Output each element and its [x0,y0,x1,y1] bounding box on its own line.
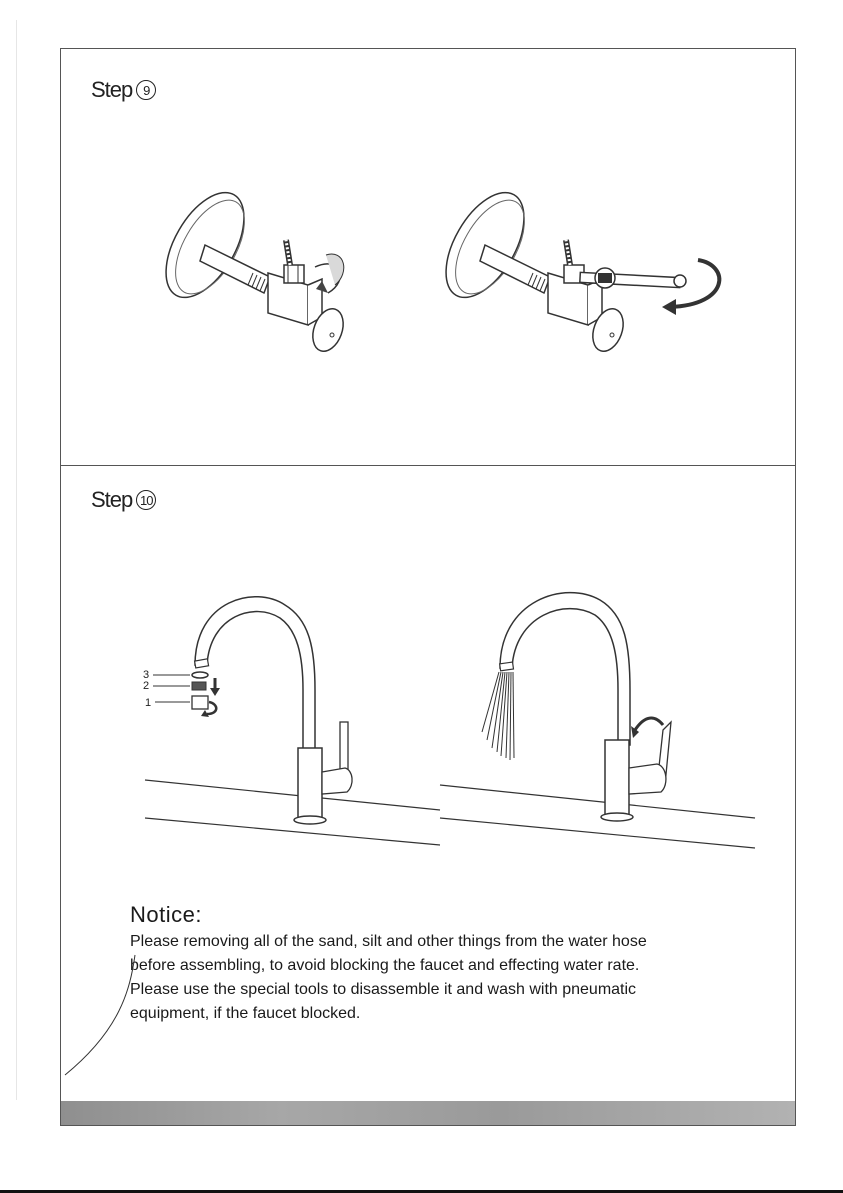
callout-3: 3 [143,669,150,681]
step-10-word: Step [91,487,133,512]
step-10-number: 10 [136,490,156,510]
step-9-number: 9 [136,80,156,100]
notice-line-3: Please use the special tools to disassemble it and wash with pneumatic [130,981,637,998]
notice-line-1: Please removing all of the sand, silt and other things from the water hose [130,933,647,950]
step-9-word: Step [91,77,133,102]
valve-hand-tighten-icon [150,185,380,360]
section-divider [60,465,796,466]
valve-wrench-tighten-icon [430,185,750,360]
notice-line-2: before assembling, to avoid blocking the faucet and effecting water rate. [130,957,640,974]
faucet-flush-running-icon [435,580,760,855]
footer-bar [61,1101,795,1125]
step-10-heading [91,487,156,513]
notice-title: Notice: [130,902,202,927]
notice-body [130,930,760,1026]
step-9-heading [91,77,156,103]
notice-line-4: equipment, if the faucet blocked. [130,1005,361,1022]
pen-stroke-mark [60,950,140,1080]
scan-shadow-line [16,20,17,1100]
callout-1: 1 [145,697,152,709]
faucet-aerator-disassembly-icon [135,580,445,855]
callout-2: 2 [143,680,150,692]
